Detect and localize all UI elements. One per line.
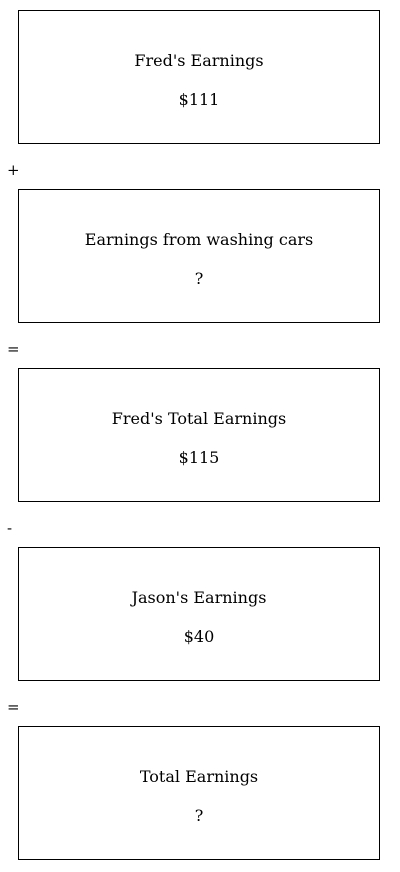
operator-equals: = (7, 340, 20, 358)
operator-equals: = (7, 698, 20, 716)
box-value: $111 (178, 90, 220, 109)
box-value: $115 (178, 448, 220, 467)
operator-minus: - (7, 519, 13, 537)
box-total-earnings (18, 726, 380, 860)
box-value: $40 (183, 627, 215, 646)
box-title: Fred's Total Earnings (111, 409, 287, 428)
box-value: ? (194, 269, 204, 288)
box-jasons-earnings (18, 547, 380, 681)
box-title: Fred's Earnings (134, 51, 264, 70)
box-title: Jason's Earnings (131, 588, 267, 607)
operator-plus: + (7, 161, 20, 179)
box-title: Earnings from washing cars (84, 230, 314, 249)
box-title: Total Earnings (139, 767, 259, 786)
box-freds-total-earnings (18, 368, 380, 502)
box-freds-earnings (18, 10, 380, 144)
box-value: ? (194, 806, 204, 825)
box-earnings-washing-cars (18, 189, 380, 323)
